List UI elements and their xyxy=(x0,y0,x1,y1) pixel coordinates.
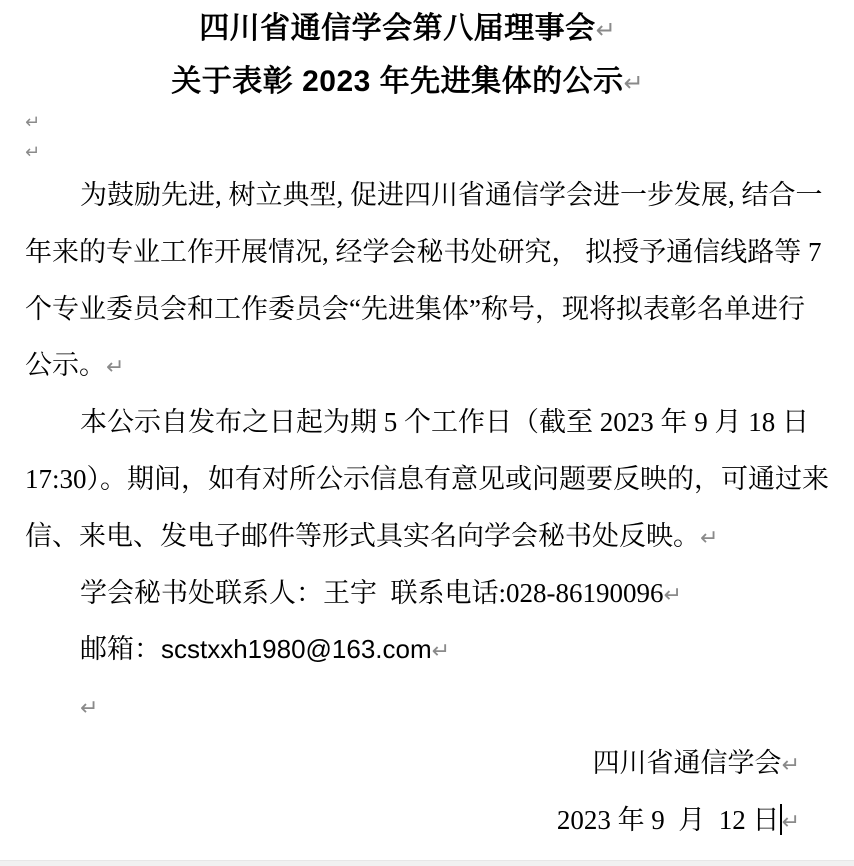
body-text: 本公示自发布之日起为期 5 个工作日（截至 2023 年 9 月 18 日 xyxy=(80,407,809,438)
paragraph-mark-icon: ↵ xyxy=(623,69,644,97)
paragraph-mark-icon: ↵ xyxy=(80,696,99,722)
body-line xyxy=(25,281,830,338)
paragraph-mark-icon: ↵ xyxy=(700,525,719,551)
paragraph-mark-icon: ↵ xyxy=(781,809,800,835)
body-line xyxy=(25,451,830,508)
body-line xyxy=(25,394,830,451)
empty-paragraph xyxy=(25,138,830,168)
email-line xyxy=(25,621,830,678)
body-text: 信、来电、发电子邮件等形式具实名向学会秘书处反映。 xyxy=(25,520,700,551)
body-text: 为鼓励先进, 树立典型, 促进四川省通信学会进一步发展, 结合一 xyxy=(80,180,823,210)
contact-text: 学会秘书处联系人：王宇 联系电话:028-86190096 xyxy=(80,577,664,608)
body-text: 年来的专业工作开展情况, 经学会秘书处研究， 拟授予通信线路等 7 xyxy=(25,236,822,267)
body-line xyxy=(25,224,830,281)
email-label: 邮箱： xyxy=(80,634,161,665)
paragraph-mark-icon: ↵ xyxy=(663,582,682,608)
title-text-2: 关于表彰 2023 年先进集体的公示 xyxy=(171,65,624,98)
body-line xyxy=(25,508,830,565)
body-text: 个专业委员会和工作委员会“先进集体”称号，现将拟表彰名单进行 xyxy=(25,293,805,324)
paragraph-mark-icon: ↵ xyxy=(431,639,451,665)
document-title-line-2 xyxy=(25,55,830,108)
paragraph-mark-icon: ↵ xyxy=(106,355,125,381)
empty-paragraph xyxy=(25,108,830,138)
paragraph-mark-icon: ↵ xyxy=(781,752,800,778)
body-text: 公示。 xyxy=(25,350,106,381)
body-line xyxy=(25,167,830,224)
document-title-line-1 xyxy=(25,2,830,55)
signature-date: 2023 年 9 月 12 日 xyxy=(556,804,780,835)
contact-line xyxy=(25,565,830,622)
paragraph-mark-icon: ↵ xyxy=(25,112,41,133)
body-text: 17:30）。期间，如有对所公示信息有意见或问题要反映的，可通过来 xyxy=(25,463,830,494)
empty-paragraph xyxy=(25,678,830,735)
page-bottom-edge xyxy=(0,860,854,866)
paragraph-mark-icon: ↵ xyxy=(25,141,41,163)
signature-org: 四川省通信学会 xyxy=(592,747,782,778)
signature-org-line xyxy=(25,735,830,792)
title-text-1: 四川省通信学会第八届理事会 xyxy=(199,12,596,45)
email-address: scstxxh1980@163.com xyxy=(161,634,432,665)
body-line xyxy=(25,337,830,394)
signature-date-line xyxy=(25,792,830,849)
paragraph-mark-icon: ↵ xyxy=(595,16,616,44)
